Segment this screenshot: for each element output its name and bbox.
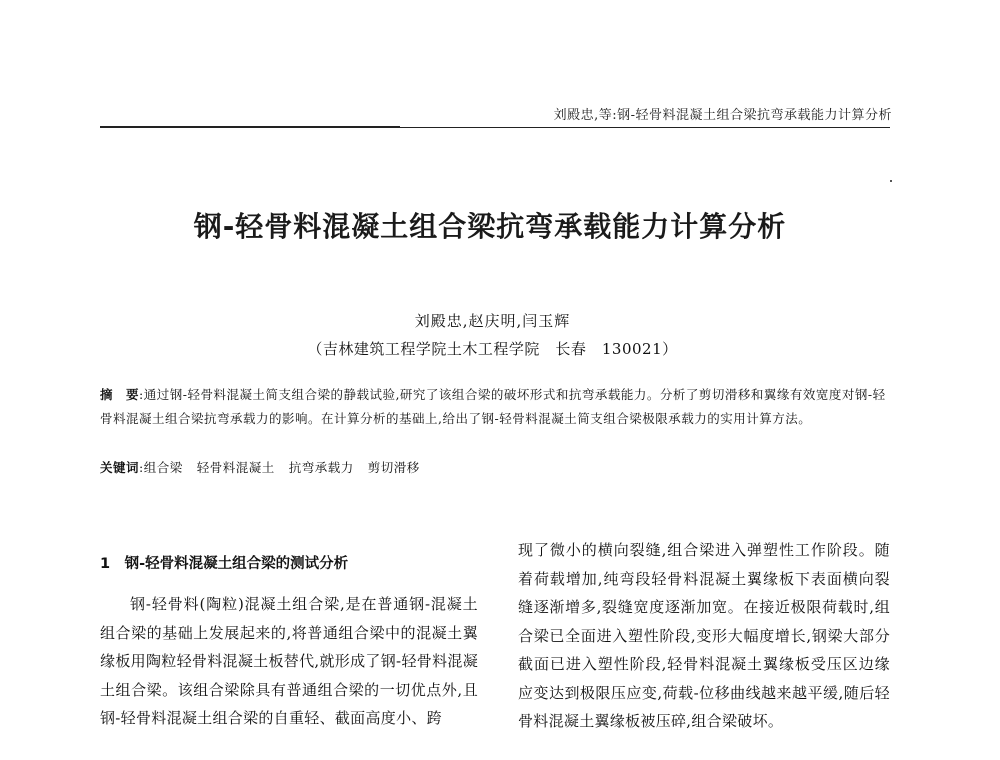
keyword: 剪切滑移 — [367, 460, 420, 475]
header-rule-thin — [400, 127, 890, 128]
abstract — [100, 383, 890, 431]
keywords-label: 关键词 — [100, 460, 140, 475]
body-text-left-column: 钢-轻骨料(陶粒)混凝土组合梁,是在普通钢-混凝土组合梁的基础上发展起来的,将普通组合梁中的混凝土翼缘板用陶粒轻骨料混凝土板替代,就形成了钢-轻骨料混凝土组合梁。该组合梁除具有普通组合梁的一切优点外,且钢-轻骨料混凝土组合梁的自重轻、截面高度小、跨 — [100, 595, 478, 727]
keyword: 轻骨料混凝土 — [196, 460, 275, 475]
abstract-text: :通过钢-轻骨料混凝土简支组合梁的静载试验,研究了该组合梁的破坏形式和抗弯承载能力。分析了剪切滑移和翼缘有效宽度对钢-轻骨料混凝土组合梁抗弯承载力的影响。在计算分析的基础上,给出了钢-轻骨料混凝土简支组合梁极限承载力的实用计算方法。 — [100, 387, 886, 426]
affiliation: （吉林建筑工程学院土木工程学院 长春 130021） — [307, 340, 678, 358]
paper-title: 钢-轻骨料混凝土组合梁抗弯承载能力计算分析 — [193, 210, 787, 243]
abstract-label: 摘 要 — [100, 387, 140, 402]
keywords — [100, 458, 890, 476]
body-text-right-column: 现了微小的横向裂缝,组合梁进入弹塑性工作阶段。随着荷载增加,纯弯段轻骨料混凝土翼缘板下表面横向裂缝逐渐增多,裂缝宽度逐渐加宽。在接近极限荷载时,组合梁已全面进入塑性阶段,变形大幅度增长,钢梁大部分截面已进入塑性阶段,轻骨料混凝土翼缘板受压区边缘应变达到极限压应变,荷载-位移曲线越来越平缓,随后轻骨料混凝土翼缘板被压碎,组合梁破坏。 — [518, 541, 890, 730]
running-head: 刘殿忠,等:钢-轻骨料混凝土组合梁抗弯承载能力计算分析 — [553, 108, 892, 123]
keyword: 抗弯承载力 — [288, 460, 354, 475]
scan-speck — [890, 180, 892, 182]
section-heading: 1 钢-轻骨料混凝土组合梁的测试分析 — [100, 556, 349, 572]
authors: 刘殿忠,赵庆明,闫玉辉 — [414, 312, 571, 330]
header-rule-thick — [100, 126, 400, 128]
keyword: :组合梁 — [139, 460, 183, 475]
